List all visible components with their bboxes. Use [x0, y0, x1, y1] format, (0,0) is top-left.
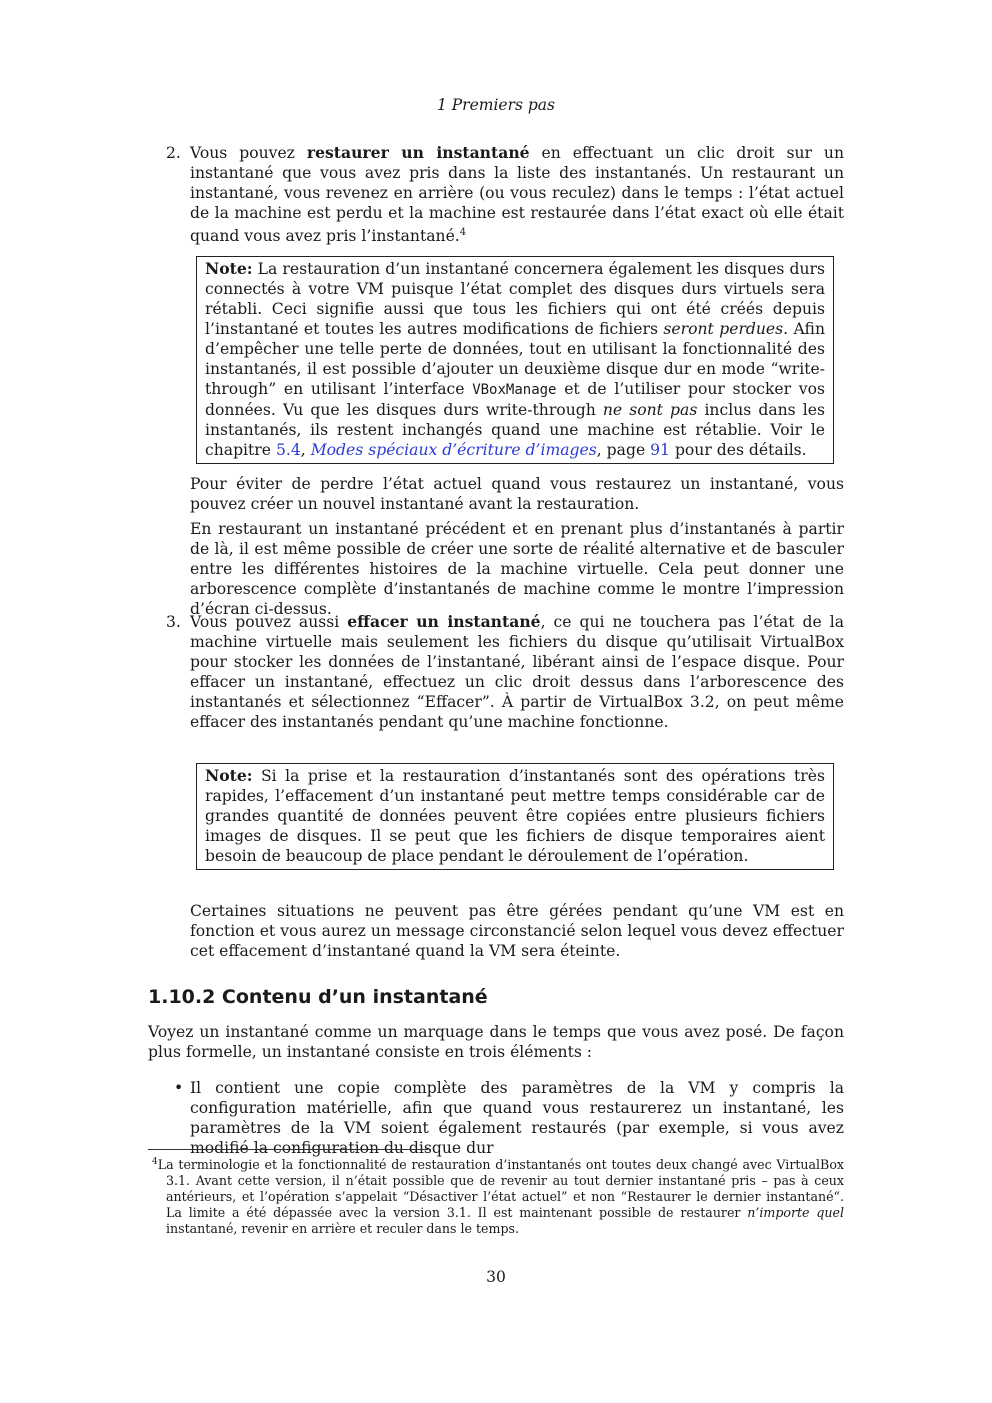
page-link[interactable]: 91	[650, 441, 670, 459]
page-number: 30	[486, 1268, 506, 1286]
bullet-dot: •	[174, 1079, 184, 1097]
paragraph: En restaurant un instantané précédent et en prenant plus d’instantanés à partir de là, il est même possible de créer une sorte de réalité alternative et de basculer entre les différentes histoires de la machine virtuelle. Cela peut donner une arborescence complète d’instantanés de machine comme le montre l’impression d’écran ci-dessus.	[190, 520, 844, 618]
list-number: 3.	[166, 613, 181, 631]
chapter-title-link[interactable]: Modes spéciaux d’écriture d’images	[310, 441, 597, 459]
text-run: ,	[300, 441, 311, 459]
text-run: Afin d’empêcher une telle perte de données, tout en utilisant la fonctionnalité des instantanés, il est possible d’ajouter un deuxième disque dur en mode “write-through” en utilisant l’interface	[205, 320, 825, 398]
footnote-rule	[148, 1149, 428, 1150]
paragraph: Voyez un instantané comme un marquage dans le temps que vous avez posé. De façon plus formelle, un instantané consiste en trois éléments :	[148, 1023, 844, 1061]
list-number: 2.	[166, 144, 181, 162]
footnote-mark: 4	[152, 1157, 158, 1167]
text-run: Vous pouvez aussi	[190, 613, 348, 631]
text-run: La terminologie et la fonctionnalité de restauration d’instantanés ont toutes deux changé avec VirtualBox 3.1. Avant cette version, il n’était possible que de revenir au tout dernier instantané pris – pas à ceux antérieurs, et l’opération s’appelait “Désactiver l’état actuel” et non “Restaurer le dernier instantané“. La limite a été dépassée avec la version 3.1. Il est maintenant possible de restaurer	[157, 1157, 844, 1221]
note-label: Note:	[205, 766, 253, 785]
text-run: et de l’utiliser pour stocker vos données. Vu que les disques durs write-through	[205, 380, 826, 419]
text-run: Si la prise et la restauration d’instantanés sont des opérations très rapides, l’effacement d’un instantané peut mettre temps considérable car de grandes quantité de données peuvent être copiées entre plusieurs fichiers images de disques. Il se peut que les fichiers de disque temporaires aient besoin de beaucoup de place pendant le déroulement de l’opération.	[205, 767, 825, 865]
paragraph: Pour éviter de perdre l’état actuel quand vous restaurez un instantané, vous pouvez créer un nouvel instantané avant la restauration.	[190, 475, 844, 513]
text-run: Vous pouvez	[190, 144, 307, 162]
text-run: pour des détails.	[669, 441, 807, 459]
emphasis: n’importe quel	[747, 1205, 844, 1221]
emphasis: seront perdues.	[663, 320, 789, 338]
text-run: inclus dans les instantanés, ils restent inchangés quand une machine est rétablie. Voir le chapitre	[205, 401, 825, 459]
text-run: , ce qui ne touchera pas l’état de la machine virtuelle mais seulement les fichiers du disque qu’utilisait VirtualBox pour stocker les données de l’instantané, libérant ainsi de l’espace disque. Pour effacer un instantané, effectuez un clic droit dessus dans l’arborescence des instantanés et sélectionnez “Effacer”. À partir de VirtualBox 3.2, on peut même effacer des instantanés pendant qu’une machine fonctionne.	[190, 613, 844, 731]
text-run: La restauration d’un instantané concernera également les disques durs connectés à votre VM puisque l’état complet des disques durs virtuels sera rétabli. Ceci signifie aussi que tous les fichiers qui ont été créés depuis l’instantané et toutes les autres modifications de fichiers	[205, 260, 825, 338]
paragraph: Certaines situations ne peuvent pas être gérées pendant qu’une VM est en fonction et vous aurez un message circonstancié selon lequel vous devez effectuer cet effacement d’instantané quand la VM sera éteinte.	[190, 902, 844, 960]
bullet-item	[166, 1078, 844, 1158]
section-heading: 1.10.2 Contenu d’un instantané	[148, 986, 488, 1008]
text-run: instantané, revenir en arrière et reculer dans le temps.	[166, 1221, 519, 1237]
footnote	[152, 1154, 844, 1237]
code-term: VBoxManage	[472, 382, 557, 398]
bullet-text: Il contient une copie complète des paramètres de la VM y compris la configuration matérielle, afin que quand vous restaurerez un instantané, les paramètres de la VM soient également restaurés (par exemple, si vous avez modifié la configuration du disque dur	[190, 1079, 844, 1157]
note-box-2	[196, 763, 834, 870]
footnote-ref[interactable]: 4	[459, 227, 467, 238]
note-label: Note:	[205, 259, 253, 278]
section-link[interactable]: 5.4	[275, 441, 301, 459]
bold-term: effacer un instantané	[347, 612, 541, 631]
note-box-1	[196, 256, 834, 464]
text-run: , page	[596, 441, 651, 459]
list-item-2	[166, 143, 844, 246]
bold-term: restaurer un instantané	[306, 143, 530, 162]
running-head: 1 Premiers pas	[436, 96, 556, 114]
text-run: en effectuant un clic droit sur un instantané que vous avez pris dans la liste des instantanés. Un restaurant un instantané, vous revenez en arrière (ou vous reculez) dans le temps : l’état actuel de la machine est perdu et la machine est restaurée dans l’état exact où elle était quand vous avez pris l’instantané.	[190, 144, 844, 246]
emphasis: ne sont pas	[602, 401, 698, 419]
list-item-3	[166, 612, 844, 732]
